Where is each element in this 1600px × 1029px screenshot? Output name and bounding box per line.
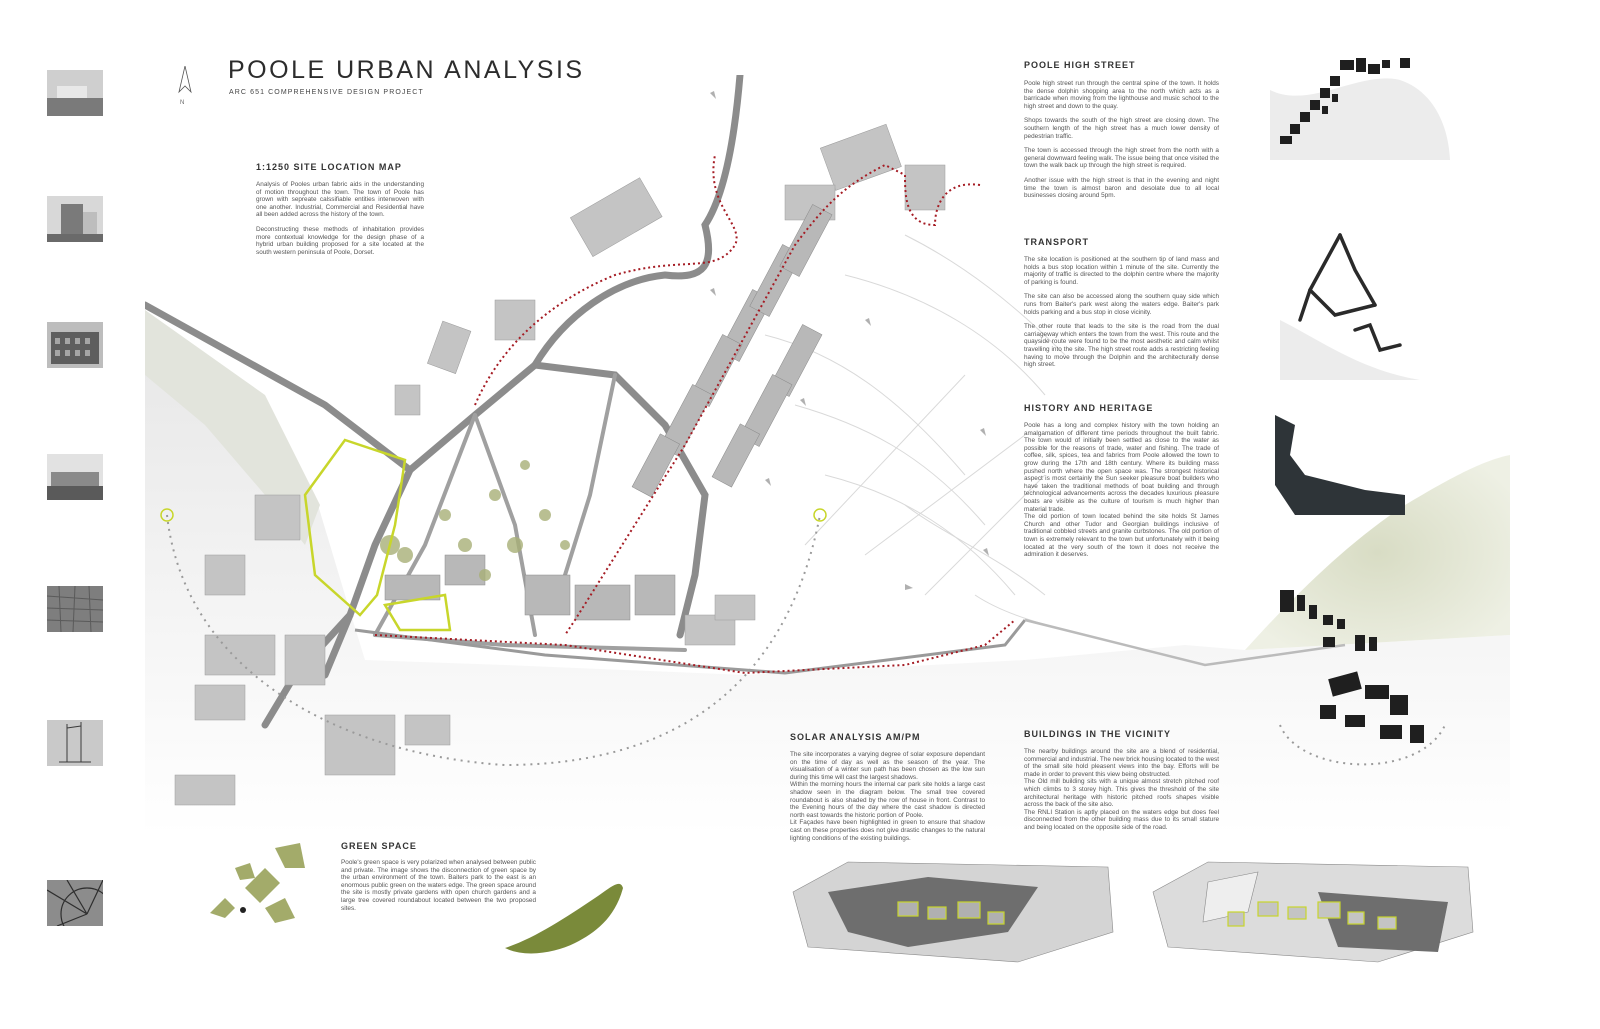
history-paragraph: Poole has a long and complex history with the town holding an amalgamation of different time periods throughout the built fabric. The town would of initially been settled as close to the water as possible for the reasons of trade, water and fishing. The trade of coffee, silk, spices, tea and fabrics from Poole allowed the town to grow during the 17th and 18th century. Where its building mass pushed north where the open space was. The strongest historical aspect is most certainly the Sun seeker pleasure boat builders who have taken the traditional methods of boat building and through technological advancements across the decades luxurious pleasure boats are visible as the culture of tourism is much higher than material trade. xyxy=(1024,422,1219,513)
buildings-text xyxy=(1024,748,1219,839)
history-paragraph: The old portion of town located behind the site holds St James Church and other Tudor and Georgian buildings inclusive of traditional cobbled streets and granite curbstones. The old portion of town is extremely relevant to the town but unfortunately with it being located at the very south of the town it does not receive the admiration it deserves. xyxy=(1024,513,1219,559)
high-street-paragraph: Shops towards the south of the high street are closing down. The southern length of the high street has a much lower density of pedestrian traffic. xyxy=(1024,117,1219,140)
high-street-paragraph: The town is accessed through the high street from the north with a general downward feeling walk. The issue being that once visited the town the walk back up through the high street is required. xyxy=(1024,147,1219,170)
transport-paragraph: The site location is positioned at the southern tip of land mass and holds a bus stop location within 1 minute of the site. Currently the majority of traffic is directed to the dolphin centre where the majority of parking is found. xyxy=(1024,256,1219,286)
transport-heading: TRANSPORT xyxy=(1024,237,1089,247)
buildings-paragraph: The Old mill building sits with a unique almost stretch pitched roof which climbs to 3 storey high. This gives the threshold of the site architectural heritage with historic pitched roofs shapes visible across the back of the site also. xyxy=(1024,778,1219,809)
high-street-paragraph: Another issue with the high street is that in the evening and night time the town is almost baron and desolate due to all local businesses closing around 5pm. xyxy=(1024,176,1219,200)
solar-pm-model xyxy=(1148,852,1478,967)
transport-paragraph: The other route that leads to the site is the road from the dual carriageway which enters the town from the west. This route and the quayside route were found to be the most aesthetic and calm whilst travelling into the site. The high street route adds a restricting feeling having to move through the Dolphin and the architecturally dense high street. xyxy=(1024,323,1219,369)
buildings-paragraph: The RNLI Station is aptly placed on the waters edge but does feel disconnected from the other building mass due to its small stature and being located on the opposite side of the road. xyxy=(1024,808,1219,831)
buildings-heading: BUILDINGS IN THE VICINITY xyxy=(1024,729,1172,739)
green-space-diagram xyxy=(205,838,625,958)
green-space-paragraph: Poole's green space is very polarized when analysed between public and private. The image shows the disconnection of green space by the urban environment of the town. Baiters park to the east is an enormous public green on the waters edge. The green space around the site is mostly private gardens with open church gardens and a large tree covered roundabout located between the two proposed sites. xyxy=(341,859,536,912)
solar-paragraph: The site incorporates a varying degree of solar exposure dependant on the time of day as well as the season of the year. The visualisation of a winter sun path has been chosen as the low sun during this time will cast the largest shadows. xyxy=(790,751,985,781)
solar-paragraph: Within the morning hours the internal car park site holds a large cast shadow seen in the diagram below. The small tree covered roundabout is also shaded by the row of house in front. Contrast to the Evening hours of the day where the cast shadow is directed north east towards the historic portion of Poole. xyxy=(790,781,985,819)
historic-building-photo-icon xyxy=(47,322,103,368)
cobbled-texture-photo-icon xyxy=(47,586,103,632)
north-label: N xyxy=(180,100,185,106)
waterfront-housing-photo-icon xyxy=(47,454,103,500)
site-map-heading: 1:1250 SITE LOCATION MAP xyxy=(256,162,402,172)
history-text xyxy=(1024,422,1219,566)
solar-am-model xyxy=(788,852,1118,967)
quay-photo-icon xyxy=(47,70,103,116)
site-map-paragraph: Deconstructing these methods of inhabitation provides more contextual knowledge for the design phase of a hybrid urban building proposed for a site located at the south western peninsula of Poole, Dorset. xyxy=(256,225,424,256)
buildings-vicinity-diagram-south xyxy=(1270,665,1450,785)
transport-road-diagram xyxy=(1280,230,1420,380)
history-coastline-diagram xyxy=(1265,405,1405,515)
transport-paragraph: The site can also be accessed along the southern quay side which runs from Baiter's park west along the waters edge. Baiter's park holds parking and a bus stop in close vicinity. xyxy=(1024,293,1219,316)
page-title: POOLE URBAN ANALYSIS xyxy=(228,56,585,84)
high-street-text xyxy=(1024,80,1219,207)
history-heading: HISTORY AND HERITAGE xyxy=(1024,403,1154,413)
page-subtitle: ARC 651 COMPREHENSIVE DESIGN PROJECT xyxy=(229,89,424,96)
buildings-paragraph: The nearby buildings around the site are a blend of residential, commercial and industrial. The new brick housing located to the west of the small site hold pleasent views into the bay. Efforts will be made in order to prevent this view being obstructed. xyxy=(1024,748,1219,778)
modern-building-photo-icon xyxy=(47,196,103,242)
solar-paragraph: Lit Façades have been highlighted in green to ensure that shadow cast on these properties does not give drastic changes to the natural lighting conditions of the existing buildings. xyxy=(790,819,985,842)
site-map-text xyxy=(256,181,424,263)
high-street-figure-ground-diagram xyxy=(1270,50,1450,160)
ship-mast-photo-icon xyxy=(47,720,103,766)
site-map-paragraph: Analysis of Pooles urban fabric aids in the understanding of motion throughout the town. The town of Poole has grown with sepreate calssifiable entities interwoven with one another. Industrial, Commercial and Residential have all been added across the history of the town. xyxy=(256,181,424,219)
high-street-paragraph: Poole high street run through the central spine of the town. It holds the dense dolphin shopping area to the north which acts as a barricade when moving from the lighthouse and music school to the high street and down to the quay. xyxy=(1024,80,1219,110)
green-space-heading: GREEN SPACE xyxy=(341,841,417,851)
wheel-detail-photo-icon xyxy=(47,880,103,926)
solar-text xyxy=(790,751,985,849)
solar-heading: SOLAR ANALYSIS AM/PM xyxy=(790,732,921,742)
buildings-vicinity-diagram-north xyxy=(1265,585,1405,675)
transport-text xyxy=(1024,256,1219,376)
high-street-heading: POOLE HIGH STREET xyxy=(1024,60,1136,70)
